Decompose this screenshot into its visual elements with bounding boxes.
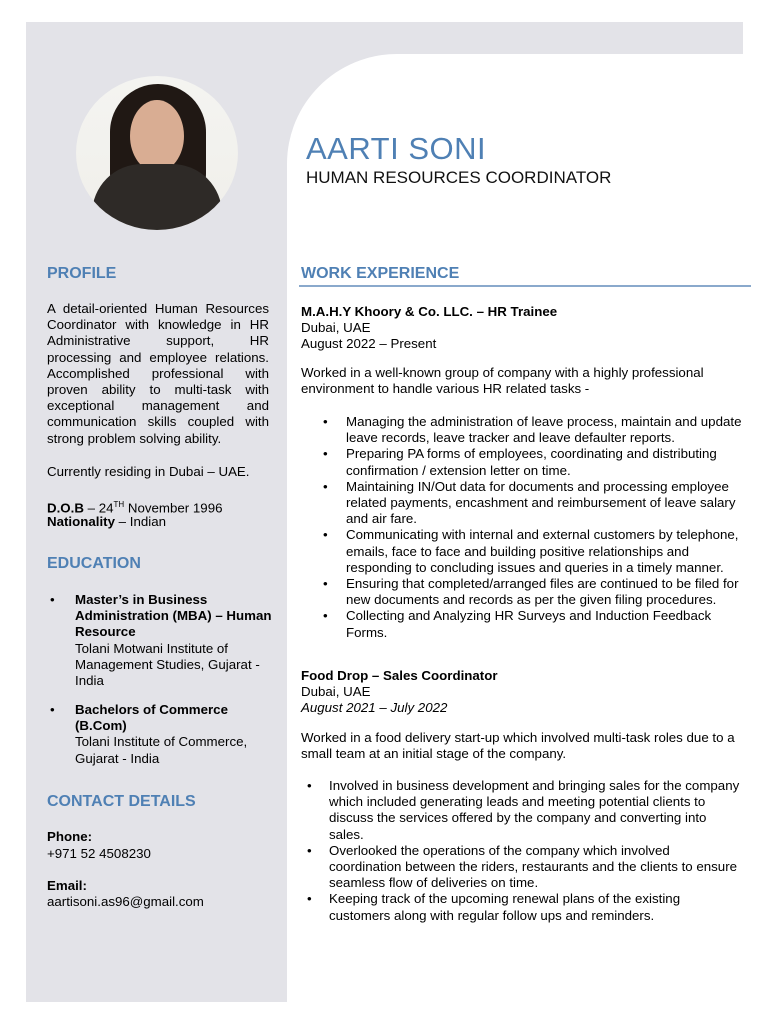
duty-text: Keeping track of the upcoming renewal plans of the existing customers along with regular follow ups and reminders. xyxy=(329,891,681,923)
duty-text: Involved in business development and bringing sales for the company which included generating leads and meeting potential clients to discuss the services offered by the company and converting into sales. xyxy=(329,778,740,842)
list-item xyxy=(307,891,743,923)
bullet: • xyxy=(307,778,312,793)
photo-face xyxy=(130,100,184,172)
top-band xyxy=(26,22,743,53)
candidate-name: AARTI SONI xyxy=(306,131,487,166)
duty-text: Overlooked the operations of the company which involved coordination between the riders, restaurants and the clients to ensure seamless flow of deliveries on time. xyxy=(329,842,738,891)
bullet: • xyxy=(323,527,328,543)
duty-text: Collecting and Analyzing HR Surveys and Induction Feedback Forms. xyxy=(346,608,712,640)
education-degree: Master’s in Business Administration (MBA) – Human Resource xyxy=(75,592,272,640)
duty-text: Communicating with internal and external customers by telephone, emails, face to face and building positive relationships and responding to concluding issues and queries in a timely manner. xyxy=(346,527,739,575)
residence-text: Currently residing in Dubai – UAE. xyxy=(47,464,250,479)
bullet: • xyxy=(50,592,55,607)
job-dates: August 2021 – July 2022 xyxy=(301,700,448,716)
contact-heading: CONTACT DETAILS xyxy=(47,793,196,810)
nationality-label: Nationality xyxy=(47,514,115,529)
education-degree: Bachelors of Commerce (B.Com) xyxy=(75,702,228,734)
dob-sup: TH xyxy=(113,500,125,509)
profile-photo xyxy=(76,76,238,230)
bullet: • xyxy=(307,891,312,907)
section-divider xyxy=(299,285,751,287)
email-value[interactable]: aartisoni.as96@gmail.com xyxy=(47,894,204,909)
phone-label: Phone: xyxy=(47,829,93,844)
list-item xyxy=(307,843,743,892)
nationality-line xyxy=(47,514,269,530)
list-item xyxy=(323,576,743,608)
job-title: M.A.H.Y Khoory & Co. LLC. – HR Trainee xyxy=(301,304,558,319)
duty-text: Preparing PA forms of employees, coordinating and distributing confirmation / extension letter on time. xyxy=(346,446,717,478)
education-institution: Tolani Motwani Institute of Management Studies, Gujarat - India xyxy=(75,640,260,689)
duty-text: Managing the administration of leave process, maintain and update leave records, leave tracker and leave defaulter reports. xyxy=(346,414,742,446)
bullet: • xyxy=(323,414,328,429)
duty-text: Maintaining IN/Out data for documents and processing employee related payments, encashment and reimbursement of leave salary and air fare. xyxy=(346,478,736,527)
job-entry xyxy=(301,304,741,353)
bullet: • xyxy=(323,576,328,592)
education-institution: Tolani Institute of Commerce, Gujarat - India xyxy=(75,734,248,766)
bullet: • xyxy=(307,842,312,858)
email-label: Email: xyxy=(47,878,87,893)
dob-label: D.O.B xyxy=(47,500,84,516)
list-item xyxy=(323,414,743,446)
phone-value[interactable]: +971 52 4508230 xyxy=(47,846,151,861)
education-item xyxy=(48,702,272,767)
job-location: Dubai, UAE xyxy=(301,320,371,336)
job-location: Dubai, UAE xyxy=(301,684,371,700)
work-experience-heading: WORK EXPERIENCE xyxy=(301,265,460,282)
education-heading: EDUCATION xyxy=(47,555,141,572)
bullet: • xyxy=(323,446,328,462)
job-title: Food Drop – Sales Coordinator xyxy=(301,668,498,683)
nationality-value: – Indian xyxy=(114,514,166,529)
job-summary: Worked in a well-known group of company with a highly professional environment to handle various HR related tasks - xyxy=(301,365,704,397)
job-duties-list xyxy=(323,414,743,641)
photo-shirt xyxy=(92,164,222,230)
bullet: • xyxy=(323,608,328,624)
bullet: • xyxy=(323,478,328,494)
job-duties-list xyxy=(307,778,743,924)
education-item xyxy=(48,592,272,689)
profile-summary: A detail-oriented Human Resources Coordinator with knowledge in HR Administrative support, HR processing and employee relations. Accomplished professional with proven ability to multi-task with exceptional management and communication skills coupled with strong problem solving ability. xyxy=(47,301,269,446)
profile-heading: PROFILE xyxy=(47,265,117,282)
list-item xyxy=(323,527,743,576)
dob-suffix: November 1996 xyxy=(124,500,223,516)
dob-prefix: – 24 xyxy=(83,500,114,516)
job-entry xyxy=(301,668,741,717)
bullet: • xyxy=(50,702,55,717)
list-item xyxy=(323,608,743,640)
candidate-title: HUMAN RESOURCES COORDINATOR xyxy=(306,168,612,187)
list-item xyxy=(307,778,743,843)
list-item xyxy=(323,446,743,478)
duty-text: Ensuring that completed/arranged files are continued to be filed for new documents and records as per the given filing procedures. xyxy=(346,576,739,608)
job-dates: August 2022 – Present xyxy=(301,336,437,352)
job-summary: Worked in a food delivery start-up which involved multi-task roles due to a small team at an initial stage of the company. xyxy=(301,730,735,762)
list-item xyxy=(323,479,743,528)
